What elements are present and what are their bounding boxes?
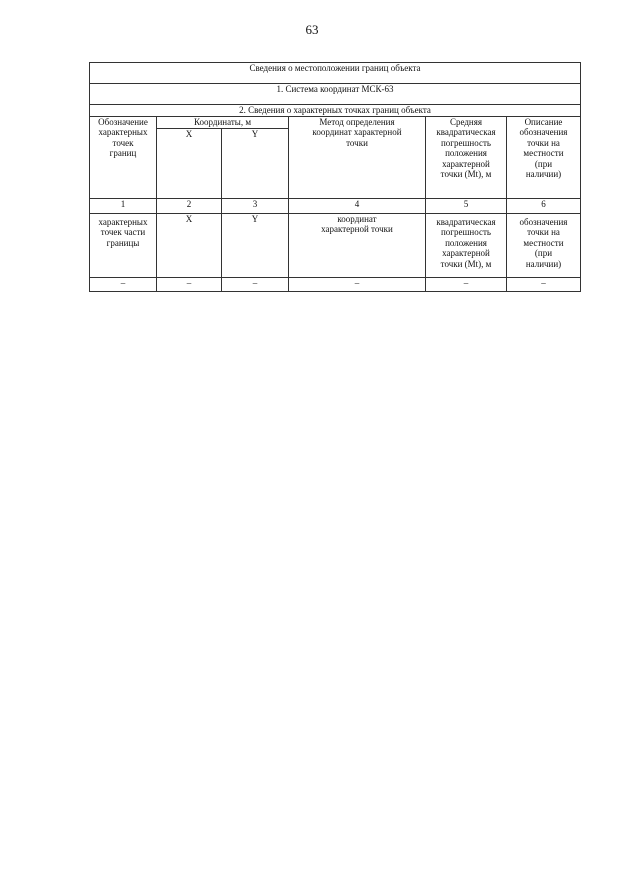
column-number: 1 xyxy=(90,198,157,213)
header-x: X xyxy=(157,128,222,198)
column-number: 4 xyxy=(289,198,426,213)
header-coordinates: Координаты, м xyxy=(157,116,289,128)
header-method: Метод определения координат характерной точки xyxy=(289,116,426,198)
column-number: 3 xyxy=(222,198,289,213)
row1-method: координат характерной точки xyxy=(289,213,426,277)
table-title: Сведения о местоположении границ объекта xyxy=(90,63,581,84)
column-number: 5 xyxy=(426,198,507,213)
row1-description: обозначения точки на местности (при наличии) xyxy=(507,213,581,277)
header-designation: Обозначение характерных точек границ xyxy=(90,116,157,198)
row2-cell: – xyxy=(157,277,222,291)
column-number: 2 xyxy=(157,198,222,213)
row2-cell: – xyxy=(222,277,289,291)
row1-error: квадратическая погрешность положения характерной точки (Mt), м xyxy=(426,213,507,277)
row1-y: Y xyxy=(222,213,289,277)
column-number: 6 xyxy=(507,198,581,213)
row2-cell: – xyxy=(426,277,507,291)
row2-cell: – xyxy=(90,277,157,291)
boundary-points-table xyxy=(89,62,581,292)
page-number: 63 xyxy=(305,22,319,37)
header-error: Средняя квадратическая погрешность положения характерной точки (Mt), м xyxy=(426,116,507,198)
header-y: Y xyxy=(222,128,289,198)
row2-cell: – xyxy=(507,277,581,291)
row1-designation: характерных точек части границы xyxy=(90,213,157,277)
row2-cell: – xyxy=(289,277,426,291)
header-description: Описание обозначения точки на местности (при наличии) xyxy=(507,116,581,198)
coordinate-system-row: 1. Система координат МСК-63 xyxy=(90,84,581,105)
points-section-row: 2. Сведения о характерных точках границ объекта xyxy=(90,105,581,117)
row1-x: X xyxy=(157,213,222,277)
